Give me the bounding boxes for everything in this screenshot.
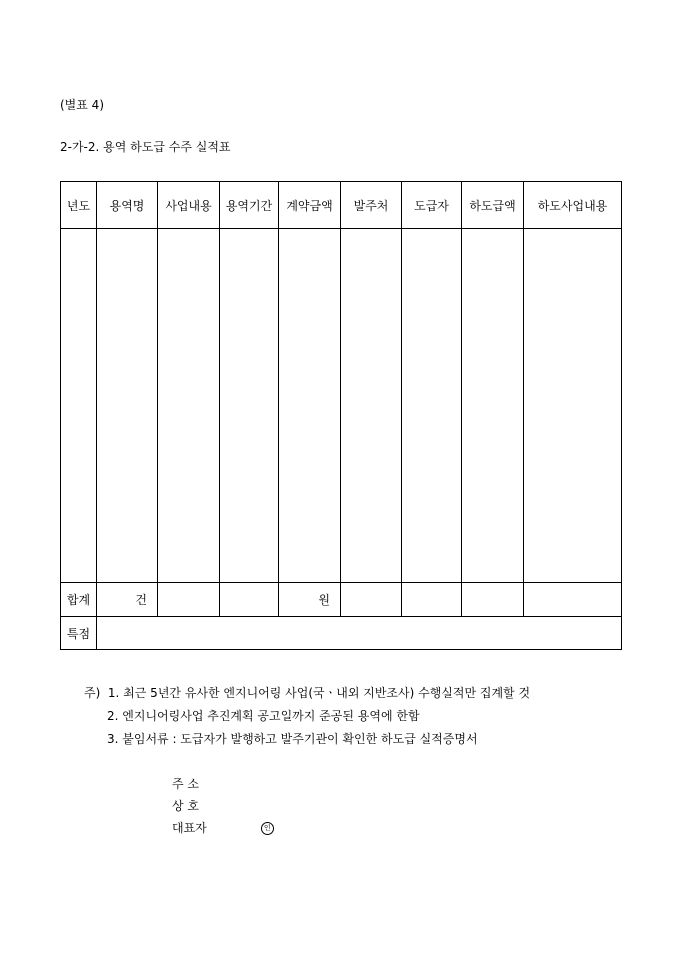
document-title: 2-가-2. 용역 하도급 수주 실적표 [60,140,231,154]
seal-icon: 인 [261,822,274,835]
note-item-1: 주) 1. 최근 5년간 유사한 엔지니어링 사업(국ㆍ내외 지반조사) 수행실적만 집계할 것 [84,686,531,700]
total-cell[interactable] [402,583,462,617]
representative-label: 대표자 [172,821,207,835]
remarks-row [61,617,622,650]
total-count-unit: 건 [97,583,158,617]
cell-client[interactable] [341,229,402,583]
total-label: 합계 [61,583,97,617]
total-amount-unit: 원 [279,583,341,617]
header-contract-amount: 계약금액 [279,182,341,229]
total-cell[interactable] [341,583,402,617]
header-service-period: 용역기간 [220,182,279,229]
cell-service-period[interactable] [220,229,279,583]
header-contractor: 도급자 [402,182,462,229]
remarks-field[interactable] [97,617,622,650]
address-label: 주 소 [172,777,199,791]
table-header-row [61,182,622,229]
cell-contract-amount[interactable] [279,229,341,583]
header-service-name: 용역명 [97,182,158,229]
table-row [61,229,622,583]
cell-business-content[interactable] [158,229,220,583]
header-subcontract-content: 하도사업내용 [524,182,622,229]
header-business-content: 사업내용 [158,182,220,229]
remarks-label: 특점 [61,617,97,650]
header-subcontract-amount: 하도급액 [462,182,524,229]
note-item-3: 3. 붙임서류 : 도급자가 발행하고 발주기관이 확인한 하도급 실적증명서 [107,732,478,746]
cell-subcontract-amount[interactable] [462,229,524,583]
total-cell[interactable] [524,583,622,617]
notes-section [84,682,530,751]
total-cell[interactable] [158,583,220,617]
signature-block [172,773,274,839]
total-cell[interactable] [220,583,279,617]
company-label: 상 호 [172,799,199,813]
header-client: 발주처 [341,182,402,229]
cell-subcontract-content[interactable] [524,229,622,583]
annex-label: (별표 4) [60,98,104,112]
note-item-2: 2. 엔지니어링사업 추진계획 공고일까지 준공된 용역에 한함 [107,709,420,723]
representative-line [172,817,274,839]
cell-year[interactable] [61,229,97,583]
total-row [61,583,622,617]
cell-contractor[interactable] [402,229,462,583]
cell-service-name[interactable] [97,229,158,583]
performance-table [60,181,622,650]
total-cell[interactable] [462,583,524,617]
header-year: 년도 [61,182,97,229]
notes-prefix: 주) [84,686,101,700]
